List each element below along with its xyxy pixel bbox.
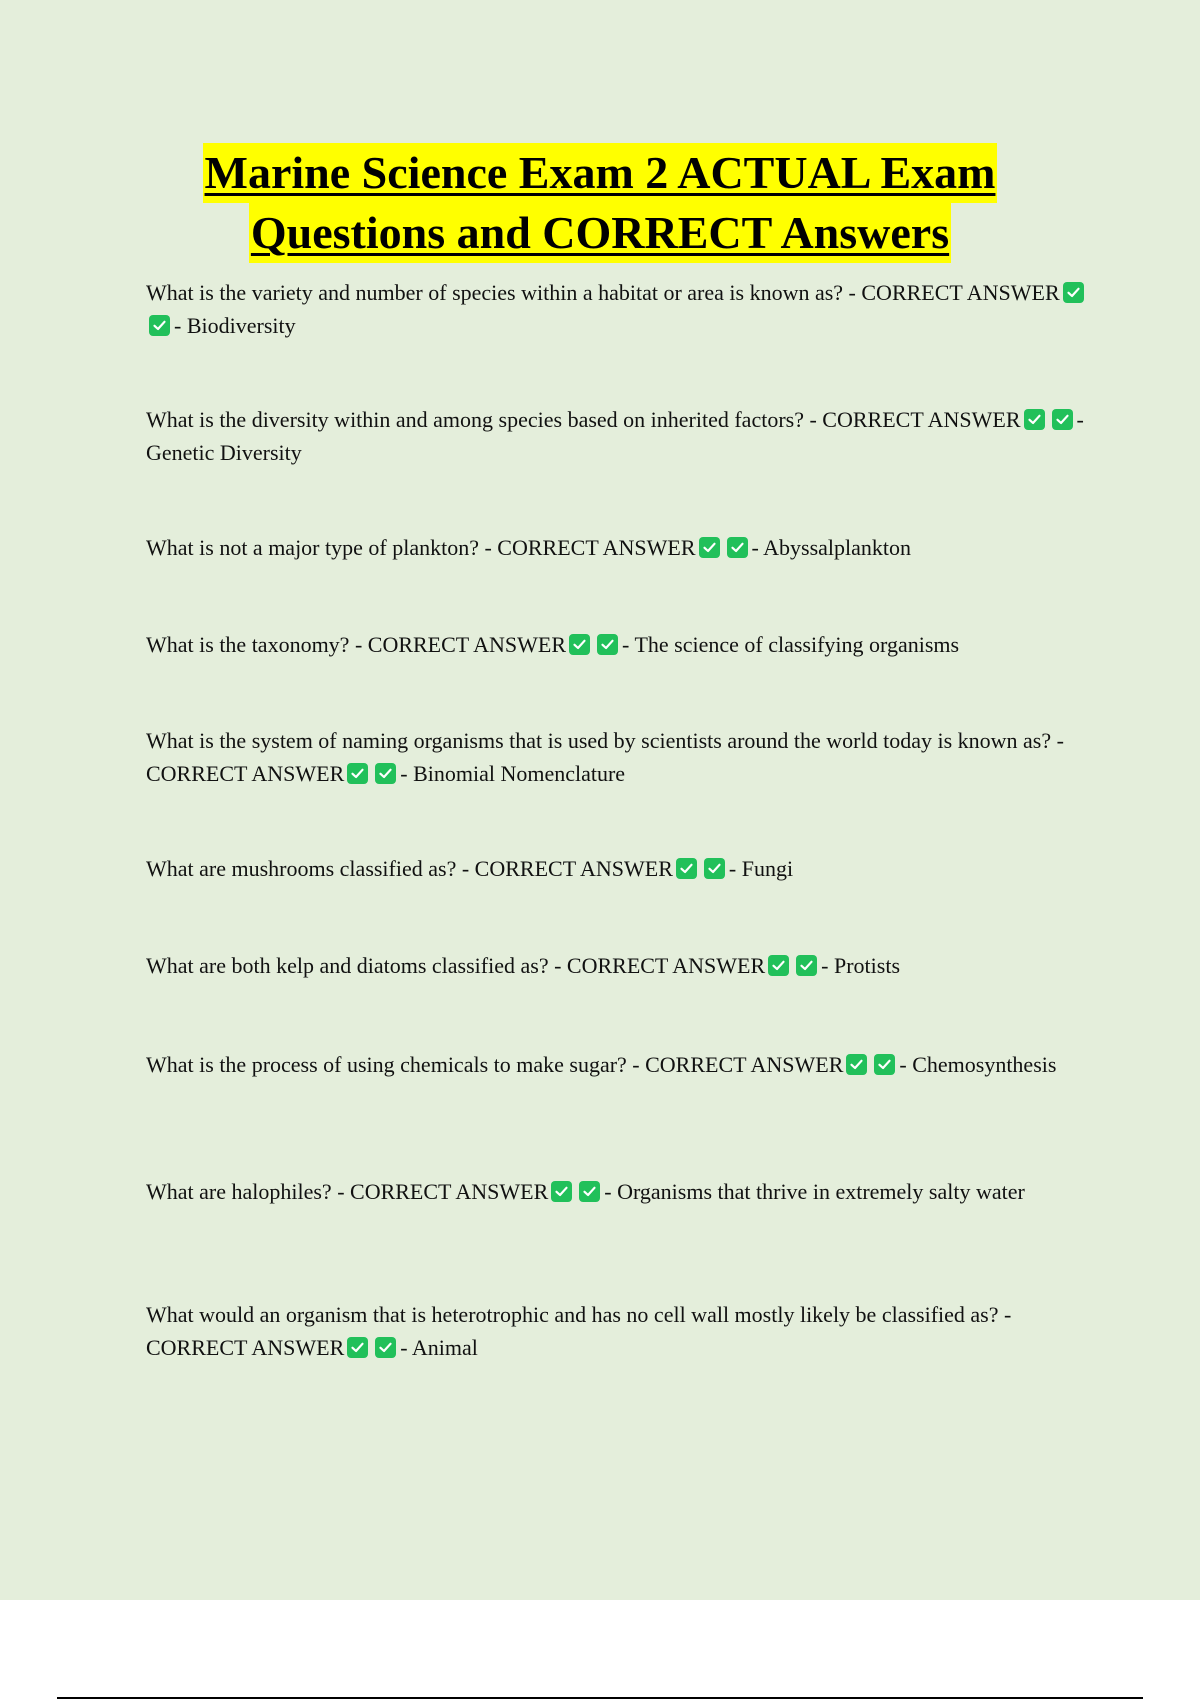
answer-text: - Biodiversity bbox=[174, 313, 296, 338]
check-mark-icon bbox=[551, 1181, 572, 1202]
qa-item bbox=[146, 628, 1096, 661]
check-mark-icon bbox=[569, 634, 590, 655]
check-mark-icon bbox=[676, 858, 697, 879]
qa-item bbox=[146, 724, 1096, 790]
check-mark-icon bbox=[347, 763, 368, 784]
answer-text: - The science of classifying organisms bbox=[622, 632, 960, 657]
qa-item bbox=[146, 531, 1096, 564]
answer-text: - Animal bbox=[400, 1335, 478, 1360]
check-mark-icon bbox=[149, 315, 170, 336]
answer-text: - Abyssalplankton bbox=[751, 535, 912, 560]
qa-item bbox=[146, 852, 1096, 885]
question-text: What is the system of naming organisms that is used by scientists around the world today is known as? - CORRECT ANSWER bbox=[146, 728, 1064, 786]
check-mark-icon bbox=[1024, 409, 1045, 430]
check-mark-icon bbox=[699, 537, 720, 558]
qa-item bbox=[146, 1048, 1096, 1081]
qa-item bbox=[146, 949, 1096, 982]
document-title bbox=[0, 143, 1200, 263]
answer-text: - Organisms that thrive in extremely salty water bbox=[604, 1179, 1025, 1204]
check-mark-icon bbox=[1052, 409, 1073, 430]
qa-item bbox=[146, 403, 1096, 469]
answer-text: - Genetic Diversity bbox=[146, 407, 1084, 465]
answer-text: - Fungi bbox=[728, 856, 794, 881]
check-mark-icon bbox=[579, 1181, 600, 1202]
check-mark-icon bbox=[846, 1054, 867, 1075]
question-text: What is the taxonomy? - CORRECT ANSWER bbox=[146, 632, 567, 657]
qa-item bbox=[146, 1298, 1096, 1364]
check-mark-icon bbox=[704, 858, 725, 879]
title-line-1: Marine Science Exam 2 ACTUAL Exam bbox=[203, 143, 998, 203]
question-text: What is not a major type of plankton? - CORRECT ANSWER bbox=[146, 535, 696, 560]
check-mark-icon bbox=[874, 1054, 895, 1075]
check-mark-icon bbox=[1063, 282, 1084, 303]
check-mark-icon bbox=[375, 1337, 396, 1358]
question-text: What is the process of using chemicals to make sugar? - CORRECT ANSWER bbox=[146, 1052, 844, 1077]
question-text: What are both kelp and diatoms classified as? - CORRECT ANSWER bbox=[146, 953, 766, 978]
check-mark-icon bbox=[768, 955, 789, 976]
answer-text: - Protists bbox=[821, 953, 901, 978]
title-line-2: Questions and CORRECT Answers bbox=[249, 203, 951, 263]
question-text: What are halophiles? - CORRECT ANSWER bbox=[146, 1179, 549, 1204]
check-mark-icon bbox=[796, 955, 817, 976]
answer-text: - Chemosynthesis bbox=[899, 1052, 1057, 1077]
question-text: What are mushrooms classified as? - CORRECT ANSWER bbox=[146, 856, 673, 881]
question-text: What is the variety and number of species within a habitat or area is known as? - CORRECT ANSWER bbox=[146, 280, 1060, 305]
check-mark-icon bbox=[727, 537, 748, 558]
check-mark-icon bbox=[597, 634, 618, 655]
check-mark-icon bbox=[375, 763, 396, 784]
qa-item bbox=[146, 1175, 1096, 1208]
footer-divider bbox=[57, 1697, 1143, 1699]
qa-item bbox=[146, 276, 1096, 342]
check-mark-icon bbox=[347, 1337, 368, 1358]
answer-text: - Binomial Nomenclature bbox=[400, 761, 626, 786]
question-text: What is the diversity within and among species based on inherited factors? - CORRECT ANSWER bbox=[146, 407, 1021, 432]
question-text: What would an organism that is heterotrophic and has no cell wall mostly likely be classified as? - CORRECT ANSWER bbox=[146, 1302, 1012, 1360]
